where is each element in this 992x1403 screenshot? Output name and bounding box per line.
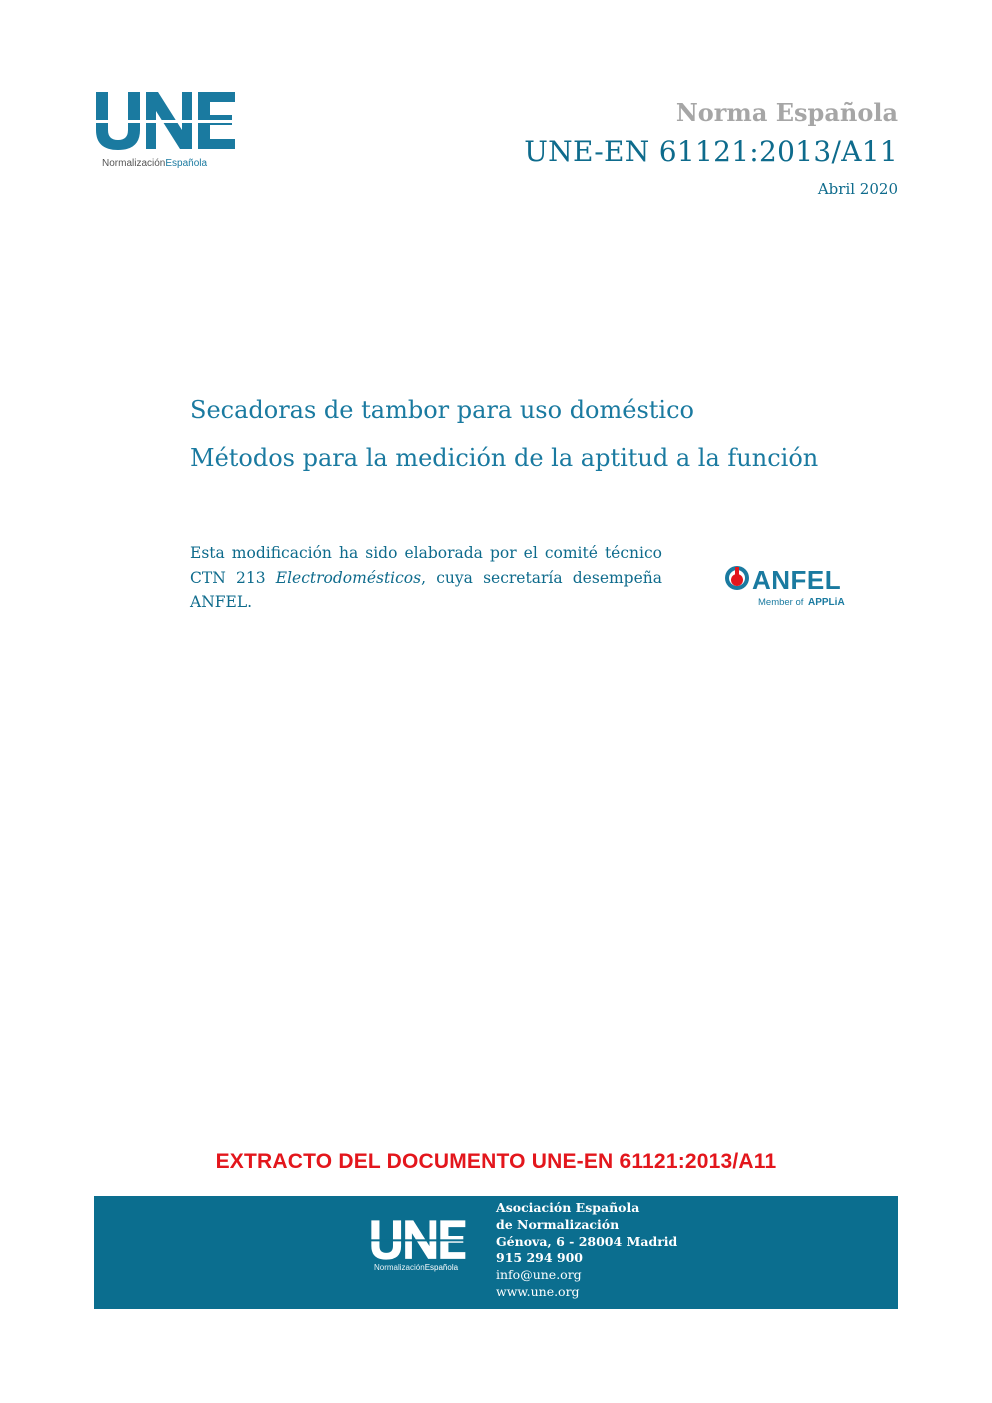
extract-notice: EXTRACTO DEL DOCUMENTO UNE-EN 61121:2013/A11 [215, 1150, 777, 1173]
phone-number: 915 294 900 [496, 1250, 583, 1266]
svg-text:APPLiA: APPLiA [808, 597, 845, 608]
postal-address: Génova, 6 - 28004 Madrid [496, 1233, 678, 1249]
svg-text:ANFEL: ANFEL [752, 565, 842, 595]
svg-text:Member of: Member of [758, 597, 804, 608]
anfel-logo [722, 563, 862, 609]
org-name-line-1: Asociación Española [496, 1200, 640, 1215]
title-line-2: Métodos para la medición de la aptitud a la función [190, 444, 819, 472]
committee-name-italic: Electrodomésticos [275, 568, 422, 587]
footer-band [94, 1196, 898, 1309]
footer-tagline-normalizacion: Normalización [374, 1263, 425, 1272]
document-header [524, 98, 898, 198]
committee-text-after: , cuya secretaría desempeña ANFEL. [190, 568, 663, 611]
footer-une-logo [370, 1220, 470, 1280]
tagline-normalizacion: Normalización [102, 158, 166, 169]
tagline-espanola: Española [165, 158, 208, 169]
footer-une-logo-mark [370, 1220, 466, 1260]
website-link[interactable]: www.une.org [496, 1283, 580, 1299]
norma-label: Norma Española [675, 98, 898, 127]
une-logo-tagline [102, 158, 207, 169]
footer-contact [496, 1200, 677, 1301]
footer-logo-tagline [374, 1263, 458, 1272]
org-name-line-2: de Normalización [496, 1216, 620, 1232]
committee-paragraph [190, 541, 662, 615]
document-titles [190, 386, 910, 482]
une-logo-mark [94, 92, 236, 150]
committee-text-before: Esta modificación ha sido elaborada por el comité técnico CTN 213 [190, 544, 662, 587]
anfel-logo-mark [722, 563, 862, 609]
title-line-1: Secadoras de tambor para uso doméstico [190, 396, 694, 424]
standard-code: UNE-EN 61121:2013/A11 [524, 135, 898, 168]
email-link[interactable]: info@une.org [496, 1267, 582, 1283]
publication-date: Abril 2020 [817, 180, 898, 198]
une-logo [94, 92, 244, 176]
footer-tagline-espanola: Española [424, 1263, 459, 1272]
